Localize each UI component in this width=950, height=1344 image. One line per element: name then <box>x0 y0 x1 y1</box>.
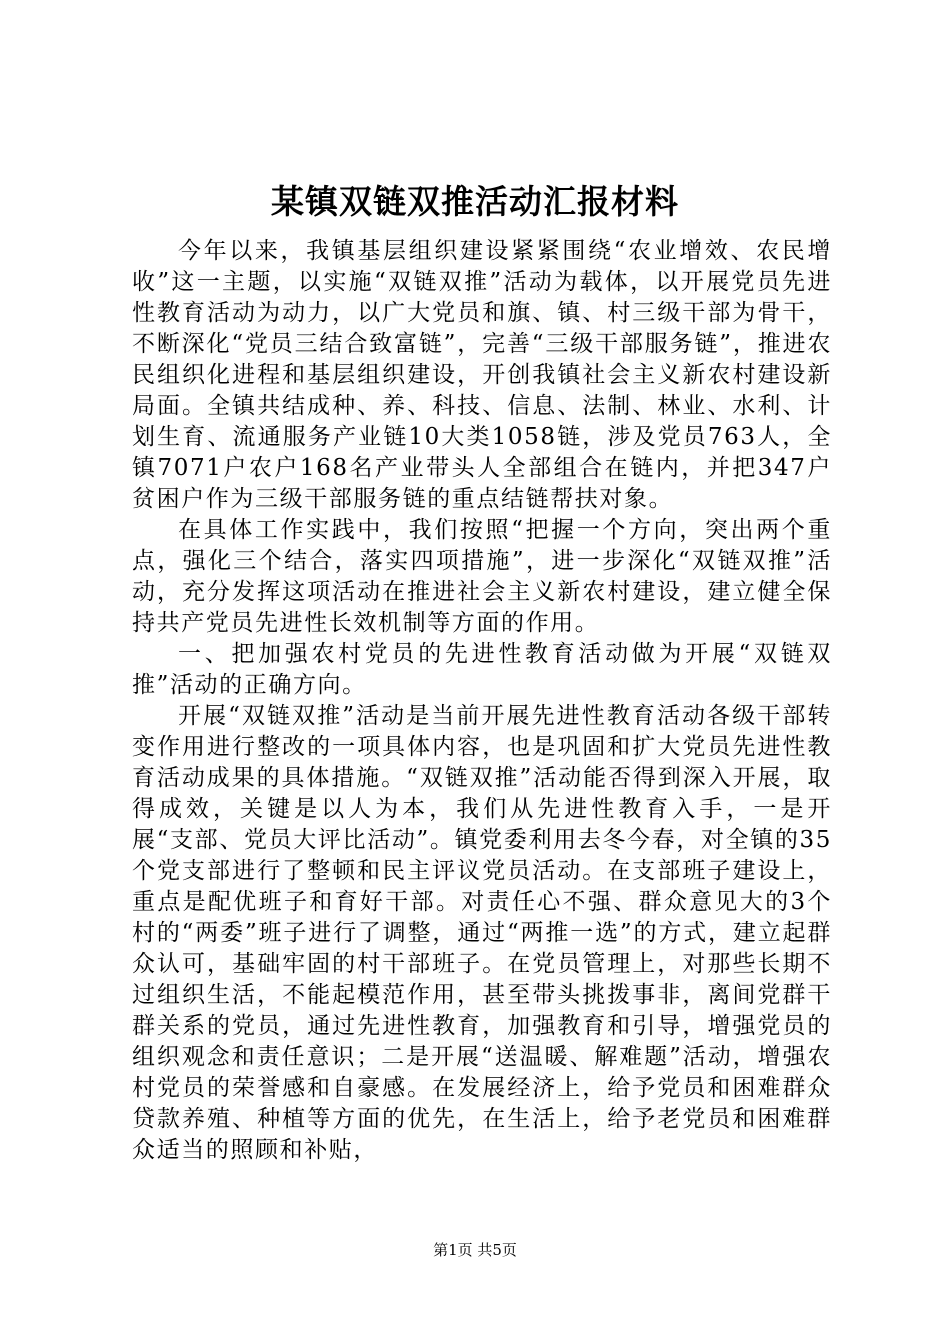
document-body <box>132 236 832 1166</box>
paragraph: 在具体工作实践中，我们按照“把握一个方向，突出两个重点，强化三个结合，落实四项措施”，进一步深化“双链双推”活动，充分发挥这项活动在推进社会主义新农村建设，建立健全保持共产党员先进性长效机制等方面的作用。 <box>132 517 832 636</box>
document-title: 某镇双链双推活动汇报材料 <box>271 182 679 221</box>
paragraph: 今年以来，我镇基层组织建设紧紧围绕“农业增效、农民增收”这一主题，以实施“双链双推”活动为载体，以开展党员先进性教育活动为动力，以广大党员和旗、镇、村三级干部为骨干，不断深化“党员三结合致富链”，完善“三级干部服务链”，推进农民组织化进程和基层组织建设，开创我镇社会主义新农村建设新局面。全镇共结成种、养、科技、信息、法制、林业、水利、计划生育、流通服务产业链10大类1058链，涉及党员763人，全镇7071户农户168名产业带头人全部组合在链内，并把347户贫困户作为三级干部服务链的重点结链帮扶对象。 <box>132 238 832 512</box>
section-heading: 一、把加强农村党员的先进性教育活动做为开展“双链双推”活动的正确方向。 <box>132 641 832 698</box>
paragraph: 开展“双链双推”活动是当前开展先进性教育活动各级干部转变作用进行整改的一项具体内容，也是巩固和扩大党员先进性教育活动成果的具体措施。“双链双推”活动能否得到深入开展，取得成效，关键是以人为本，我们从先进性教育入手，一是开展“支部、党员大评比活动”。镇党委利用去冬今春，对全镇的35个党支部进行了整顿和民主评议党员活动。在支部班子建设上，重点是配优班子和育好干部。对责任心不强、群众意见大的3个村的“两委”班子进行了调整，通过“两推一选”的方式，建立起群众认可，基础牢固的村干部班子。在党员管理上，对那些长期不过组织生活，不能起模范作用，甚至带头挑拨事非，离间党群干群关系的党员，通过先进性教育，加强教育和引导，增强党员的组织观念和责任意识；二是开展“送温暖、解难题”活动，增强农村党员的荣誉感和自豪感。在发展经济上，给予党员和困难群众贷款养殖、种植等方面的优先，在生活上，给予老党员和困难群众适当的照顾和补贴， <box>132 703 832 1163</box>
page-number-footer: 第1页 共5页 <box>433 1241 517 1259</box>
